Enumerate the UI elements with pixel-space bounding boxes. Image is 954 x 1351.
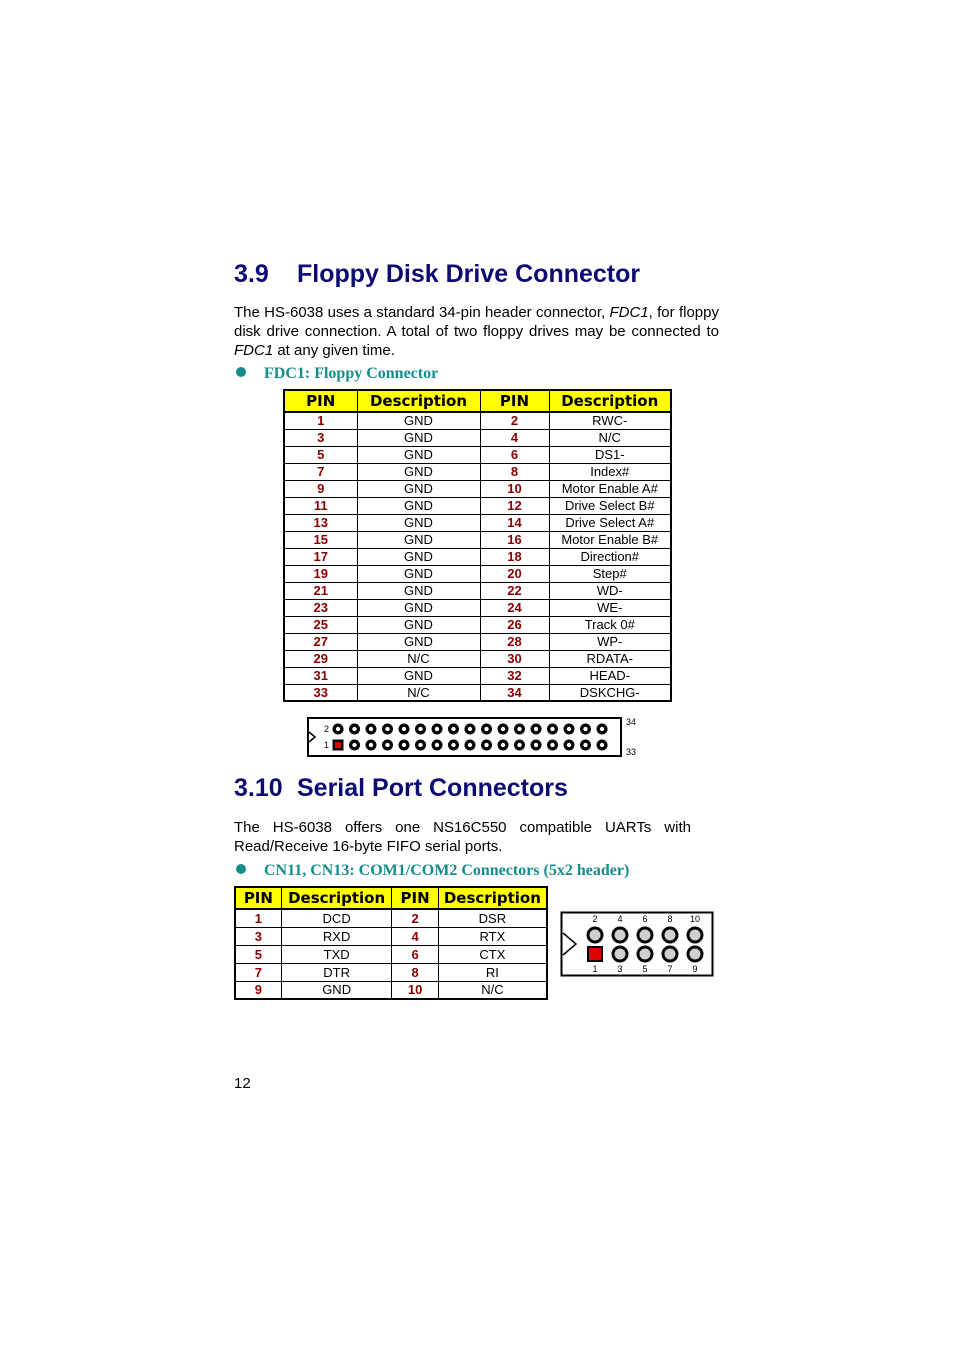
fdc-connector-diagram <box>300 713 645 761</box>
pin-description-cell: GND <box>357 497 480 514</box>
pin-hole <box>550 743 554 747</box>
pin-description-cell: GND <box>357 514 480 531</box>
pin-number-cell: 17 <box>284 548 357 565</box>
fdc-description-paragraph <box>234 303 719 360</box>
com-pin-label-bottom: 5 <box>642 964 648 974</box>
pin-hole <box>567 743 571 747</box>
table-row <box>235 981 547 999</box>
pin-hole <box>615 949 626 960</box>
pin-number-cell: 12 <box>480 497 549 514</box>
bullet-label: FDC1: Floppy Connector <box>264 365 439 382</box>
pin-hole <box>435 743 439 747</box>
com-pin-label-bottom: 9 <box>692 964 698 974</box>
table-row <box>284 599 671 616</box>
pin-description-cell: WE- <box>549 599 671 616</box>
com-pin-label-top: 4 <box>617 914 623 924</box>
pin-description-cell: GND <box>357 446 480 463</box>
pin-hole <box>501 727 505 731</box>
com-pin-label-top: 2 <box>592 914 598 924</box>
pin-number-cell: 9 <box>284 480 357 497</box>
pin-1-marker <box>589 948 601 960</box>
pin-number-cell: 16 <box>480 531 549 548</box>
pin-description-cell: WD- <box>549 582 671 599</box>
pin-hole <box>369 743 373 747</box>
pin-description-cell: N/C <box>549 429 671 446</box>
pin-number-cell: 22 <box>480 582 549 599</box>
pin-number-cell: 10 <box>480 480 549 497</box>
pin-hole <box>385 743 389 747</box>
pin-number-cell: 15 <box>284 531 357 548</box>
pin-number-cell: 32 <box>480 667 549 684</box>
pin-hole <box>418 743 422 747</box>
pin-number-cell: 25 <box>284 616 357 633</box>
table-row <box>284 650 671 667</box>
pin-number-cell: 31 <box>284 667 357 684</box>
table-row <box>284 582 671 599</box>
pin-description-cell: Motor Enable A# <box>549 480 671 497</box>
pin-hole <box>517 743 521 747</box>
pin-hole <box>615 930 626 941</box>
pin-hole <box>385 727 389 731</box>
com-pin-label-bottom: 3 <box>617 964 623 974</box>
table-row <box>284 548 671 565</box>
pin-number-cell: 33 <box>284 684 357 701</box>
column-header: PIN <box>392 887 438 909</box>
pin-description-cell: GND <box>357 582 480 599</box>
pin-number-cell: 3 <box>284 429 357 446</box>
serial-description-paragraph: The HS-6038 offers one NS16C550 compatible UARTs with Read/Receive 16-byte FIFO serial ports. <box>234 819 691 855</box>
pin-number-cell: 34 <box>480 684 549 701</box>
pin-number-cell: 28 <box>480 633 549 650</box>
pin-number-cell: 29 <box>284 650 357 667</box>
bullet-label: CN11, CN13: COM1/COM2 Connectors (5x2 header) <box>264 862 630 879</box>
pin-number-cell: 24 <box>480 599 549 616</box>
pin-number-cell: 23 <box>284 599 357 616</box>
pin-description-cell: Motor Enable B# <box>549 531 671 548</box>
pin-number-cell: 10 <box>392 981 438 999</box>
paragraph-run: FDC1 <box>234 342 274 359</box>
table-row <box>284 429 671 446</box>
pin-number-cell: 4 <box>392 927 438 945</box>
column-header: Description <box>357 390 480 412</box>
pin-number-cell: 1 <box>235 909 281 927</box>
pin-description-cell: RXD <box>281 927 392 945</box>
table-row <box>284 633 671 650</box>
pin-number-cell: 14 <box>480 514 549 531</box>
pin-number-cell: 7 <box>284 463 357 480</box>
section-number: 3.9 <box>234 260 269 288</box>
table-row <box>284 480 671 497</box>
pin-number-cell: 6 <box>480 446 549 463</box>
pin-number-cell: 13 <box>284 514 357 531</box>
column-header: PIN <box>480 390 549 412</box>
pin-hole <box>517 727 521 731</box>
pin-hole <box>435 727 439 731</box>
pin-hole <box>352 727 356 731</box>
pin-number-cell: 27 <box>284 633 357 650</box>
pin-hole <box>402 727 406 731</box>
pin-description-cell: GND <box>357 667 480 684</box>
column-header: PIN <box>235 887 281 909</box>
serial-bullet <box>236 862 629 880</box>
pin-description-cell: GND <box>357 548 480 565</box>
pin-number-cell: 30 <box>480 650 549 667</box>
fdc-bullet <box>236 365 438 383</box>
column-header: PIN <box>284 390 357 412</box>
pin-description-cell: RTX <box>438 927 547 945</box>
table-row <box>235 909 547 927</box>
table-row <box>235 945 547 963</box>
pin-description-cell: RWC- <box>549 412 671 429</box>
pin-hole <box>665 949 676 960</box>
pin-description-cell: DSKCHG- <box>549 684 671 701</box>
pin-number-cell: 8 <box>392 963 438 981</box>
pin-hole <box>352 743 356 747</box>
pin-description-cell: N/C <box>357 650 480 667</box>
pin-description-cell: RI <box>438 963 547 981</box>
com-pin-label-top: 6 <box>642 914 648 924</box>
pin-number-cell: 3 <box>235 927 281 945</box>
pin-number-cell: 5 <box>284 446 357 463</box>
pin-description-cell: DCD <box>281 909 392 927</box>
pin-description-cell: GND <box>357 616 480 633</box>
bullet-dot-icon <box>236 864 246 874</box>
pin-hole <box>468 727 472 731</box>
pin-number-cell: 2 <box>480 412 549 429</box>
pin-description-cell: N/C <box>357 684 480 701</box>
pin-description-cell: GND <box>281 981 392 999</box>
column-header: Description <box>281 887 392 909</box>
table-row <box>284 497 671 514</box>
table-row <box>284 446 671 463</box>
pin-description-cell: Direction# <box>549 548 671 565</box>
pin-number-cell: 6 <box>392 945 438 963</box>
pin-hole <box>468 743 472 747</box>
section-title: Serial Port Connectors <box>297 774 568 802</box>
pin-hole <box>484 743 488 747</box>
paragraph-run: , for floppy disk drive connection. A total of two floppy drives may be connected to <box>234 304 719 340</box>
paragraph-run: at any given time. <box>273 342 395 359</box>
pin-number-cell: 18 <box>480 548 549 565</box>
pin-hole <box>336 727 340 731</box>
pin-number-cell: 4 <box>480 429 549 446</box>
column-header: Description <box>549 390 671 412</box>
pin-description-cell: RDATA- <box>549 650 671 667</box>
pin-description-cell: GND <box>357 599 480 616</box>
section-title: Floppy Disk Drive Connector <box>297 260 641 288</box>
pin-description-cell: GND <box>357 531 480 548</box>
paragraph-run: FDC1 <box>609 304 649 321</box>
pin-description-cell: GND <box>357 565 480 582</box>
com-pin-label-top: 8 <box>667 914 673 924</box>
pin-description-cell: DSR <box>438 909 547 927</box>
pin-number-cell: 20 <box>480 565 549 582</box>
pin-description-cell: GND <box>357 412 480 429</box>
pin-hole <box>501 743 505 747</box>
pin-1-marker <box>335 742 341 748</box>
pin-description-cell: Drive Select A# <box>549 514 671 531</box>
pin-hole <box>640 949 651 960</box>
section-heading-serial <box>234 774 568 803</box>
pin-description-cell: HEAD- <box>549 667 671 684</box>
com-connector-diagram <box>560 911 716 979</box>
paragraph-run: The HS-6038 uses a standard 34-pin header connector, <box>234 304 610 321</box>
pin-number-cell: 9 <box>235 981 281 999</box>
pin-description-cell: Track 0# <box>549 616 671 633</box>
pin-description-cell: CTX <box>438 945 547 963</box>
pin-number-cell: 19 <box>284 565 357 582</box>
pin-hole <box>402 743 406 747</box>
pin-hole <box>484 727 488 731</box>
pin-number-cell: 5 <box>235 945 281 963</box>
pin-hole <box>369 727 373 731</box>
fdc-label-top-left: 2 <box>324 724 330 734</box>
com-pin-table <box>234 886 548 1000</box>
pin-number-cell: 1 <box>284 412 357 429</box>
pin-number-cell: 11 <box>284 497 357 514</box>
pin-description-cell: WP- <box>549 633 671 650</box>
table-row <box>235 927 547 945</box>
pin-hole <box>418 727 422 731</box>
table-row <box>284 565 671 582</box>
pin-description-cell: Drive Select B# <box>549 497 671 514</box>
pin-description-cell: GND <box>357 429 480 446</box>
pin-description-cell: Index# <box>549 463 671 480</box>
pin-description-cell: TXD <box>281 945 392 963</box>
pin-description-cell: DS1- <box>549 446 671 463</box>
column-header: Description <box>438 887 547 909</box>
fdc-label-top-right: 34 <box>626 717 637 727</box>
pin-description-cell: DTR <box>281 963 392 981</box>
pin-description-cell: GND <box>357 463 480 480</box>
fdc-label-bottom-right: 33 <box>626 747 637 757</box>
table-row <box>235 963 547 981</box>
pin-hole <box>451 727 455 731</box>
pin-hole <box>567 727 571 731</box>
com-pin-label-bottom: 1 <box>592 964 598 974</box>
com-pin-label-top: 10 <box>689 914 701 924</box>
pin-description-cell: GND <box>357 480 480 497</box>
pin-hole <box>550 727 554 731</box>
pin-hole <box>690 930 701 941</box>
pin-hole <box>534 727 538 731</box>
pin-hole <box>640 930 651 941</box>
pin-description-cell: Step# <box>549 565 671 582</box>
table-row <box>284 531 671 548</box>
bullet-dot-icon <box>236 367 246 377</box>
pin-hole <box>600 727 604 731</box>
pin-description-cell: N/C <box>438 981 547 999</box>
table-row <box>284 616 671 633</box>
table-row <box>284 412 671 429</box>
pin-hole <box>590 930 601 941</box>
table-row <box>284 684 671 701</box>
table-row <box>284 514 671 531</box>
pin-hole <box>600 743 604 747</box>
pin-number-cell: 2 <box>392 909 438 927</box>
pin-hole <box>583 727 587 731</box>
pin-number-cell: 8 <box>480 463 549 480</box>
pin-hole <box>451 743 455 747</box>
pin-number-cell: 26 <box>480 616 549 633</box>
pin-number-cell: 7 <box>235 963 281 981</box>
table-row <box>284 463 671 480</box>
table-row <box>284 667 671 684</box>
section-number: 3.10 <box>234 774 283 802</box>
pin-hole <box>690 949 701 960</box>
pin-description-cell: GND <box>357 633 480 650</box>
pin-hole <box>665 930 676 941</box>
pin-hole <box>534 743 538 747</box>
section-heading-fdc <box>234 260 640 289</box>
pin-hole <box>583 743 587 747</box>
com-pin-label-bottom: 7 <box>667 964 673 974</box>
page-number: 12 <box>234 1075 251 1092</box>
fdc-label-bottom-left: 1 <box>324 740 330 750</box>
pin-number-cell: 21 <box>284 582 357 599</box>
fdc-pin-table <box>283 389 672 702</box>
